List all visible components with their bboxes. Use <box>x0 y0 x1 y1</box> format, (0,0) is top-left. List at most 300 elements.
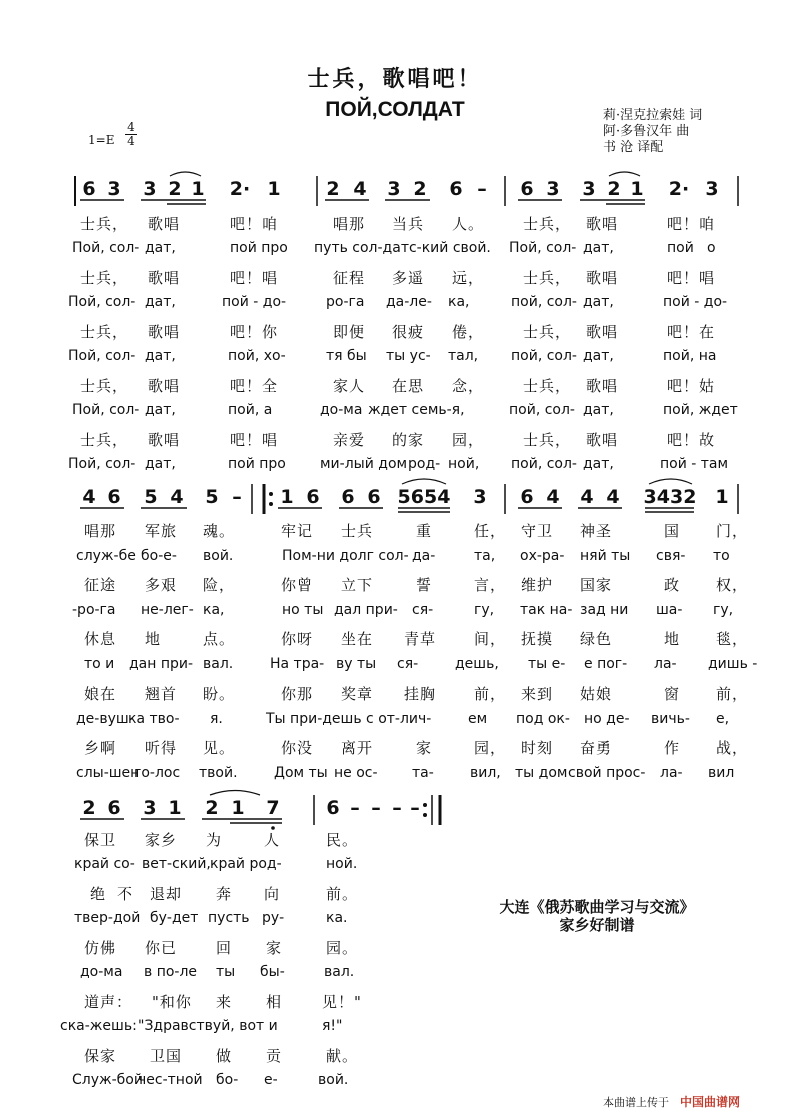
note: 1 <box>231 797 245 819</box>
lyric-segment: 言， <box>474 576 507 594</box>
lyric-segment: дат, <box>145 402 176 418</box>
lyric-segment: "Здравствуй, вот и <box>138 1018 278 1034</box>
lyric-segment: служ-бе <box>76 548 136 564</box>
lyric-segment: вет-ский, <box>142 856 211 872</box>
lyric-segment: то <box>713 548 730 564</box>
lyric-segment: ша- <box>656 602 683 618</box>
lyric-segment: 坐在 <box>341 630 374 648</box>
lyric-segment: вал. <box>203 656 234 672</box>
note: – <box>232 486 242 508</box>
note: 6 <box>107 486 121 508</box>
lyric-segment: 奖章 <box>341 685 374 703</box>
lyric-segment: 窗 <box>664 685 681 703</box>
lyric-segment: дат, <box>583 402 614 418</box>
lyric-segment: 不 <box>117 885 134 903</box>
lyric-segment: не-лег- <box>141 602 194 618</box>
lyric-segment: 远， <box>452 269 485 287</box>
lyric-segment: вичь- <box>651 711 690 727</box>
note: 4 <box>580 486 594 508</box>
lyric-segment: ся- <box>412 602 434 618</box>
note: 2 <box>413 178 427 200</box>
lyric-segment: 神圣 <box>580 522 613 540</box>
lyric-segment: 离开 <box>341 739 374 757</box>
lyric-segment: ву ты <box>336 656 377 672</box>
lyric-segment: 国家 <box>580 576 613 594</box>
lyric-segment: 你没 <box>281 739 314 757</box>
note: 7 <box>266 797 280 819</box>
lyric-segment: род- <box>408 456 441 472</box>
lyric-segment: 士兵， <box>80 431 129 449</box>
lyric-segment: да- <box>412 548 436 564</box>
lyric-segment: край со- <box>74 856 135 872</box>
lyric-line <box>0 321 790 343</box>
lyric-segment: ска-жешь: <box>60 1018 137 1034</box>
translator-credit: 书 沧 译配 <box>603 140 664 155</box>
note: 6 <box>306 486 320 508</box>
note: 3 <box>546 178 560 200</box>
lyric-segment: Ты при-дешь с от-лич- <box>266 711 432 727</box>
lyric-line <box>0 711 790 733</box>
lyric-segment: гу, <box>713 602 734 618</box>
note: 3 <box>387 178 401 200</box>
lyric-segment: "和你 <box>152 993 192 1011</box>
lyric-segment: дишь - <box>708 656 758 672</box>
note: 6 <box>367 486 381 508</box>
notation-row-3 <box>0 797 790 825</box>
lyric-segment: 做 <box>216 1047 233 1065</box>
lyric-line <box>0 348 790 370</box>
note: 1 <box>280 486 294 508</box>
lyric-segment: 即便 <box>333 323 366 341</box>
lyric-segment: дат, <box>145 456 176 472</box>
lyric-line <box>0 520 790 542</box>
note: 3 <box>143 797 157 819</box>
note: 6 <box>326 797 340 819</box>
lyric-segment: так на- <box>520 602 573 618</box>
lyric-line <box>0 267 790 289</box>
lyric-segment: пой про <box>228 456 286 472</box>
lyric-segment: свой прос- <box>568 765 646 781</box>
lyric-segment: 战， <box>716 739 749 757</box>
lyric-segment: бу-дет <box>150 910 199 926</box>
lyric-segment: дат, <box>583 240 614 256</box>
lyric-segment: 抚摸 <box>521 630 554 648</box>
lyric-segment: 来 <box>216 993 233 1011</box>
lyric-segment: 立下 <box>341 576 374 594</box>
lyric-segment: 歌唱 <box>148 269 181 287</box>
note: 1 <box>630 178 644 200</box>
lyric-segment: 奋勇 <box>580 739 613 757</box>
lyric-segment: 士兵， <box>80 377 129 395</box>
lyric-segment: 国 <box>664 522 681 540</box>
lyric-segment: 园。 <box>326 939 359 957</box>
lyric-segment: 士兵， <box>80 269 129 287</box>
lyric-line <box>0 402 790 424</box>
lyric-segment: 地 <box>664 630 681 648</box>
lyric-segment: 姑娘 <box>580 685 613 703</box>
lyric-segment: 向 <box>264 885 281 903</box>
lyric-segment: 歌唱 <box>586 215 619 233</box>
lyric-line <box>0 240 790 262</box>
note: 2 <box>82 797 96 819</box>
lyric-segment: дат, <box>145 294 176 310</box>
lyric-segment: 见！" <box>322 993 362 1011</box>
lyric-segment: вил <box>708 765 735 781</box>
lyric-segment: Дом ты <box>274 765 328 781</box>
lyric-segment: дат, <box>583 456 614 472</box>
lyric-segment: о <box>707 240 716 256</box>
lyric-segment: та, <box>474 548 496 564</box>
lyric-segment: ем <box>468 711 488 727</box>
lyric-line <box>0 656 790 678</box>
lyric-segment: 听得 <box>145 739 178 757</box>
lyric-segment: путь сол-датс-кий свой. <box>314 240 491 256</box>
lyric-segment: 吧！姑 <box>667 377 716 395</box>
lyric-line <box>0 683 790 705</box>
lyric-segment: 士兵 <box>341 522 374 540</box>
lyric-segment: 人 <box>264 831 281 849</box>
lyric-segment: пой, хо- <box>228 348 286 364</box>
lyric-segment: 权， <box>716 576 749 594</box>
lyric-segment: дал при- <box>334 602 398 618</box>
lyric-segment: пой - там <box>660 456 729 472</box>
time-signature-top: 4 <box>127 120 135 134</box>
lyric-segment: 见。 <box>203 739 236 757</box>
lyric-segment: де-вуш- <box>76 711 134 727</box>
note: 4 <box>82 486 96 508</box>
note: 5 <box>144 486 158 508</box>
lyric-segment: 献。 <box>326 1047 359 1065</box>
lyric-segment: 你曾 <box>281 576 314 594</box>
lyric-segment: 士兵， <box>523 377 572 395</box>
lyric-segment: 士兵， <box>523 215 572 233</box>
lyric-segment: 盼。 <box>203 685 236 703</box>
lyric-segment: 家乡 <box>145 831 178 849</box>
lyric-segment: я. <box>210 711 223 727</box>
lyric-segment: дат, <box>583 294 614 310</box>
note: 3 <box>473 486 487 508</box>
note: 3 <box>705 178 719 200</box>
lyric-segment: 吧！唱 <box>667 269 716 287</box>
lyric-segment: пой - до- <box>663 294 728 310</box>
note: 6 <box>449 178 463 200</box>
lyric-segment: ной. <box>326 856 358 872</box>
lyric-segment: Пой, сол- <box>68 294 136 310</box>
note: 4 <box>170 486 184 508</box>
lyric-segment: 娘在 <box>84 685 117 703</box>
lyric-line <box>0 964 790 986</box>
note: 4 <box>546 486 560 508</box>
lyric-segment: няй ты <box>580 548 631 564</box>
note: – <box>477 178 487 200</box>
lyric-segment: я!" <box>322 1018 343 1034</box>
lyric-segment: 园， <box>452 431 485 449</box>
lyric-segment: 退却 <box>150 885 183 903</box>
lyric-segment: пой, ждет <box>663 402 738 418</box>
lyric-segment: 为 <box>206 831 223 849</box>
lyric-segment: 倦， <box>452 323 485 341</box>
note: 3 <box>143 178 157 200</box>
lyric-segment: 间， <box>474 630 507 648</box>
lyric-segment: пой <box>667 240 694 256</box>
lyric-line <box>0 429 790 451</box>
lyric-segment: е- <box>264 1072 278 1088</box>
lyric-segment: 你那 <box>281 685 314 703</box>
transcriber-line-1: 大连《俄苏歌曲学习与交流》 <box>499 898 695 916</box>
lyric-segment: 士兵， <box>523 323 572 341</box>
lyric-segment: е, <box>716 711 730 727</box>
lyric-segment: 绿色 <box>580 630 613 648</box>
note: 3 <box>582 178 596 200</box>
lyric-segment: край род- <box>210 856 282 872</box>
lyric-segment: пой, сол- <box>511 348 577 364</box>
lyric-segment: пой, сол- <box>511 456 577 472</box>
lyric-segment: то и <box>84 656 115 672</box>
lyric-segment: гу, <box>474 602 495 618</box>
lyric-segment: 奔 <box>216 885 233 903</box>
lyric-segment: 吧！全 <box>230 377 279 395</box>
note: 6 <box>520 178 534 200</box>
lyric-segment: 卫国 <box>150 1047 183 1065</box>
lyric-line <box>0 574 790 596</box>
lyric-segment: 家 <box>266 939 283 957</box>
lyric-segment: ся- <box>397 656 419 672</box>
lyric-segment: 前， <box>474 685 507 703</box>
lyric-segment: 翘首 <box>145 685 178 703</box>
note: – <box>392 797 402 819</box>
lyric-segment: но ты <box>282 602 324 618</box>
lyric-segment: дат, <box>145 240 176 256</box>
lyric-segment: вил, <box>470 765 501 781</box>
lyric-segment: ох-ра- <box>520 548 565 564</box>
lyric-segment: 歌唱 <box>148 215 181 233</box>
lyric-segment: 乡啊 <box>84 739 117 757</box>
lyric-segment: дан при- <box>129 656 194 672</box>
lyric-segment: 任， <box>474 522 507 540</box>
lyric-segment: ка, <box>448 294 470 310</box>
lyric-segment: дешь, <box>455 656 499 672</box>
lyric-segment: тал, <box>448 348 479 364</box>
lyric-segment: пусть <box>208 910 250 926</box>
lyric-segment: да-ле- <box>386 294 432 310</box>
lyric-segment: 歌唱 <box>586 377 619 395</box>
note: 1 <box>168 797 182 819</box>
lyric-segment: 吧！你 <box>230 323 279 341</box>
lyric-segment: бо-е- <box>141 548 177 564</box>
note: – <box>371 797 381 819</box>
lyric-segment: ми-лый дом <box>320 456 408 472</box>
lyric-segment: 念， <box>452 377 485 395</box>
lyric-segment: вой. <box>318 1072 349 1088</box>
lyric-segment: 歌唱 <box>148 323 181 341</box>
lyric-segment: 在思 <box>392 377 425 395</box>
lyric-segment: бы- <box>260 964 285 980</box>
lyric-segment: 门， <box>716 522 749 540</box>
lyric-segment: 当兵 <box>392 215 425 233</box>
lyric-segment: Пой, сол- <box>509 240 577 256</box>
lyric-segment: -ро-га <box>72 602 116 618</box>
lyric-segment: 保家 <box>84 1047 117 1065</box>
lyric-segment: 前， <box>716 685 749 703</box>
time-signature-bottom: 4 <box>125 134 137 148</box>
lyric-segment: 吧！咱 <box>667 215 716 233</box>
lyric-segment: ру- <box>262 910 285 926</box>
lyric-segment: до-ма <box>80 964 123 980</box>
lyric-segment: 时刻 <box>521 739 554 757</box>
lyric-segment: ка, <box>203 602 225 618</box>
lyric-segment: ты е- <box>528 656 566 672</box>
note: 6 <box>82 178 96 200</box>
lyric-segment: вой. <box>203 548 234 564</box>
lyric-segment: 回 <box>216 939 233 957</box>
lyric-line <box>0 456 790 478</box>
lyric-line <box>0 829 790 851</box>
note: 6 <box>107 797 121 819</box>
note: 3 <box>107 178 121 200</box>
key-signature: 1=E <box>88 133 115 147</box>
transcriber-credit <box>462 898 732 934</box>
lyric-segment: 歌唱 <box>148 377 181 395</box>
lyric-line <box>0 213 790 235</box>
upload-note: 本曲谱上传于 <box>603 1096 669 1109</box>
lyric-segment: 人。 <box>452 215 485 233</box>
lyric-segment: 险， <box>203 576 236 594</box>
lyric-segment: Пой, сол- <box>68 456 136 472</box>
lyric-line <box>0 1045 790 1067</box>
lyric-segment: под ок- <box>516 711 570 727</box>
lyric-segment: 相 <box>266 993 283 1011</box>
note: – <box>410 797 420 819</box>
lyric-segment: ка. <box>326 910 348 926</box>
lyric-segment: 吧！咱 <box>230 215 279 233</box>
notation-row-2 <box>0 486 790 514</box>
note: 2· <box>668 178 690 200</box>
lyric-segment: 征程 <box>333 269 366 287</box>
lyric-segment: 政 <box>664 576 681 594</box>
lyric-segment: дат, <box>583 348 614 364</box>
lyric-segment: 多遥 <box>392 269 425 287</box>
note: 1 <box>267 178 281 200</box>
lyric-line <box>0 937 790 959</box>
lyric-segment: 绝 <box>90 885 107 903</box>
lyric-segment: 家人 <box>333 377 366 395</box>
lyric-segment: 魂。 <box>203 522 236 540</box>
lyricist-credit: 莉·涅克拉索娃 词 <box>603 108 703 123</box>
lyric-segment: 点。 <box>203 630 236 648</box>
lyric-line <box>0 548 790 570</box>
lyric-segment: 吧！唱 <box>230 269 279 287</box>
note: 1 <box>715 486 729 508</box>
note: 4 <box>606 486 620 508</box>
lyric-segment: 士兵， <box>523 269 572 287</box>
lyric-line <box>0 1018 790 1040</box>
lyric-segment: не ос- <box>334 765 378 781</box>
lyric-segment: пой - до- <box>222 294 287 310</box>
lyric-segment: 军旅 <box>145 522 178 540</box>
lyric-segment: 的家 <box>392 431 425 449</box>
lyric-segment: Пом-ни долг сол- <box>282 548 409 564</box>
lyric-segment: 牢记 <box>281 522 314 540</box>
lyric-segment: Пой, сол- <box>72 240 140 256</box>
lyric-segment: 地 <box>145 630 162 648</box>
lyric-segment: бо- <box>216 1072 239 1088</box>
lyric-segment: 道声： <box>84 993 133 1011</box>
lyric-segment: свя- <box>656 548 686 564</box>
lyric-segment: 歌唱 <box>586 431 619 449</box>
note: 6 <box>520 486 534 508</box>
lyric-segment: ты <box>216 964 236 980</box>
lyric-segment: чес-тной <box>138 1072 203 1088</box>
lyric-segment: пой, сол- <box>509 402 575 418</box>
lyric-segment: 青草 <box>404 630 437 648</box>
lyric-segment: 多艰 <box>145 576 178 594</box>
lyric-segment: 维护 <box>521 576 554 594</box>
lyric-segment: 保卫 <box>84 831 117 849</box>
lyric-segment: 仿佛 <box>84 939 117 957</box>
note: 2· <box>229 178 251 200</box>
lyric-segment: ты ус- <box>386 348 431 364</box>
lyric-segment: 唱那 <box>84 522 117 540</box>
lyric-segment: тя бы <box>326 348 367 364</box>
lyric-segment: пой про <box>230 240 288 256</box>
note: 2 <box>205 797 219 819</box>
lyric-line <box>0 1072 790 1094</box>
lyric-segment: вал. <box>324 964 355 980</box>
lyric-segment: 吧！唱 <box>230 431 279 449</box>
lyric-segment: 来到 <box>521 685 554 703</box>
lyric-segment: 士兵， <box>523 431 572 449</box>
lyric-segment: пой, сол- <box>511 294 577 310</box>
lyric-segment: 亲爱 <box>333 431 366 449</box>
lyric-segment: до-ма <box>320 402 363 418</box>
lyric-segment: 很疲 <box>392 323 425 341</box>
lyric-segment: та- <box>412 765 434 781</box>
lyric-segment: го-лос <box>134 765 181 781</box>
note: – <box>350 797 360 819</box>
song-title-chinese: 士兵，歌唱吧！ <box>307 66 483 92</box>
lyric-segment: 前。 <box>326 885 359 903</box>
note: 5654 <box>397 486 451 508</box>
lyric-segment: ждет семь-я, <box>368 402 465 418</box>
lyric-segment: 征途 <box>84 576 117 594</box>
lyric-segment: 休息 <box>84 630 117 648</box>
lyric-segment: ты дом <box>515 765 568 781</box>
notation-row-1 <box>0 178 790 206</box>
lyric-line <box>0 856 790 878</box>
lyric-segment: 作 <box>664 739 681 757</box>
lyric-line <box>0 765 790 787</box>
lyric-segment: ла- <box>660 765 683 781</box>
lyric-segment: 吧！故 <box>667 431 716 449</box>
note: 6 <box>341 486 355 508</box>
lyric-segment: На тра- <box>270 656 325 672</box>
lyric-segment: пой, а <box>228 402 273 418</box>
lyric-segment: 你呀 <box>281 630 314 648</box>
lyric-line <box>0 737 790 759</box>
lyric-segment: 贡 <box>266 1047 283 1065</box>
note: 3432 <box>643 486 697 508</box>
lyric-line <box>0 375 790 397</box>
note: 4 <box>353 178 367 200</box>
note: 2 <box>326 178 340 200</box>
lyric-segment: в по-ле <box>144 964 198 980</box>
lyric-segment: дат, <box>145 348 176 364</box>
lyric-segment: 唱那 <box>333 215 366 233</box>
lyric-segment: 民。 <box>326 831 359 849</box>
lyric-line <box>0 628 790 650</box>
lyric-segment: е пог- <box>584 656 628 672</box>
lyric-segment: ро-га <box>326 294 365 310</box>
